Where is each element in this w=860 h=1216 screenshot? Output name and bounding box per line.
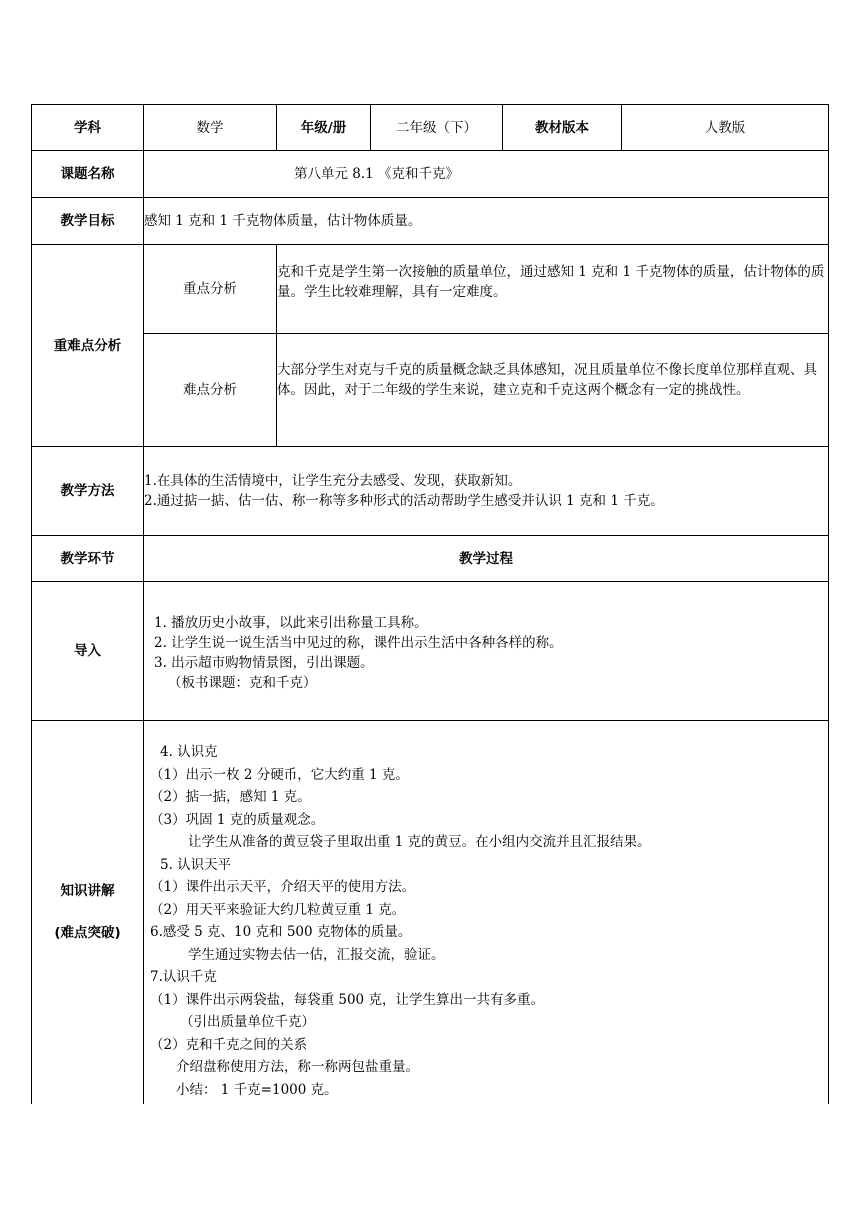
intro-line: 3. 出示超市购物情景图，引出课题。	[154, 655, 374, 671]
intro-line: 1. 播放历史小故事，以此来引出称量工具称。	[154, 615, 428, 631]
knowledge-line: （2）掂一掂，感知 1 克。	[150, 789, 311, 805]
knowledge-label-line: 知识讲解	[60, 883, 115, 900]
knowledge-line: 让学生从准备的黄豆袋子里取出重 1 克的黄豆。在小组内交流并且汇报结果。	[188, 834, 651, 850]
process-stage-label: 教学环节	[32, 536, 144, 582]
knowledge-line: （3）巩固 1 克的质量观念。	[150, 811, 325, 828]
edition-label: 教材版本	[503, 105, 622, 151]
knowledge-line: （1）课件出示两袋盐，每袋重 500 克，让学生算出一共有多重。	[150, 991, 544, 1008]
key-point-row	[32, 245, 829, 334]
lesson-plan-table	[31, 104, 829, 1104]
knowledge-line: 7.认识千克	[150, 969, 217, 985]
goal-row	[32, 198, 829, 245]
intro-content	[144, 582, 829, 721]
knowledge-row	[32, 721, 829, 1104]
subject-value: 数学	[144, 105, 277, 151]
intro-line: 2. 让学生说一说生活当中见过的称，课件出示生活中各种各样的称。	[154, 635, 563, 651]
lesson-label: 课题名称	[32, 151, 144, 198]
knowledge-line: （1）课件出示天平，介绍天平的使用方法。	[150, 879, 416, 895]
intro-label: 导入	[32, 582, 144, 721]
intro-line: （板书课题：克和千克）	[168, 675, 317, 691]
lesson-row	[32, 151, 829, 198]
header-row	[32, 105, 829, 151]
knowledge-label-line: (难点突破)	[54, 925, 121, 942]
grade-label: 年级/册	[277, 105, 371, 151]
difficulty-label: 难点分析	[144, 334, 277, 447]
knowledge-content	[144, 721, 829, 1104]
intro-row	[32, 582, 829, 721]
analysis-label: 重难点分析	[32, 245, 144, 447]
key-point-text: 克和千克是学生第一次接触的质量单位，通过感知 1 克和 1 千克物体的质量，估计物体的质量。学生比较难理解，具有一定难度。	[277, 245, 829, 334]
knowledge-line: （2）克和千克之间的关系	[150, 1036, 308, 1053]
edition-value: 人教版	[622, 105, 829, 151]
knowledge-line: 学生通过实物去估一估，汇报交流，验证。	[188, 946, 445, 963]
lesson-title: 第八单元 8.1 《克和千克》	[144, 151, 829, 198]
knowledge-line: （引出质量单位千克）	[180, 1014, 315, 1030]
subject-label: 学科	[32, 105, 144, 151]
knowledge-label	[32, 721, 144, 1104]
knowledge-line: 4. 认识克	[160, 744, 218, 760]
key-point-label: 重点分析	[144, 245, 277, 334]
knowledge-line: 5. 认识天平	[160, 856, 232, 873]
method-line: 1.在具体的生活情境中，让学生充分去感受、发现，获取新知。	[144, 473, 522, 489]
method-line: 2.通过掂一掂、估一估、称一称等多种形式的活动帮助学生感受并认识 1 克和 1 千克。	[144, 493, 664, 509]
knowledge-line: （1）出示一枚 2 分硬币，它大约重 1 克。	[150, 766, 409, 783]
process-title: 教学过程	[144, 536, 829, 582]
knowledge-line: （2）用天平来验证大约几粒黄豆重 1 克。	[150, 901, 406, 918]
difficulty-text: 大部分学生对克与千克的质量概念缺乏具体感知，况且质量单位不像长度单位那样直观、具体。因此，对于二年级的学生来说，建立克和千克这两个概念有一定的挑战性。	[277, 334, 829, 447]
knowledge-line: 介绍盘称使用方法，称一称两包盐重量。	[176, 1059, 419, 1075]
method-content	[144, 447, 829, 536]
knowledge-line: 小结： 1 千克=1000 克。	[176, 1081, 338, 1098]
difficulty-row	[32, 334, 829, 447]
process-header-row	[32, 536, 829, 582]
method-row	[32, 447, 829, 536]
method-label: 教学方法	[32, 447, 144, 536]
goal-text: 感知 1 克和 1 千克物体质量，估计物体质量。	[144, 198, 829, 245]
goal-label: 教学目标	[32, 198, 144, 245]
grade-value: 二年级（下）	[371, 105, 503, 151]
knowledge-line: 6.感受 5 克、10 克和 500 克物体的质量。	[150, 924, 412, 940]
